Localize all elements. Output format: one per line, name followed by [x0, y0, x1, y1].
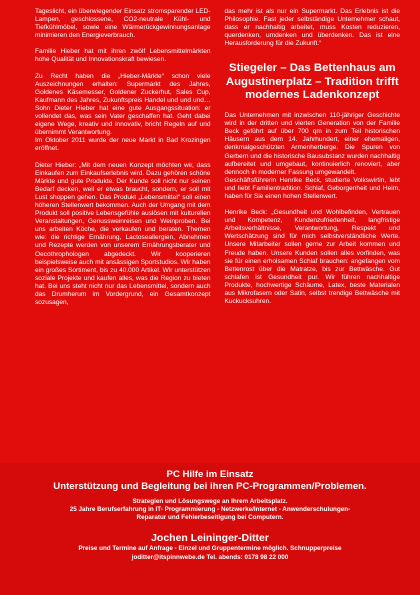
- ad-name: Jochen Leininger-Ditter: [151, 532, 269, 544]
- paragraph: Im Oktober 2011 wurde der neue Markt in Bad Krozingen eröffnet.: [35, 137, 211, 153]
- section-heading: Stiegeler – Das Bettenhaus am Augustinerplatz – Tradition trifft modernes Ladenkonzept: [225, 62, 399, 101]
- paragraph: Henrike Beck: „Gesundheit und Wohlbefinden, Vertrauen und Kompetenz, Kundenzufriedenheit, langfristige Arbeitsverhältnisse, Verantwortung, Respekt und Wertschätzung sind für mich selbstverständliche Werte. Unsere Mitarbeiter sollen gerne zur Arbeit kommen und Freude haben. Unsere Kunden sollen alles vorfinden, was sie für einen erholsamen Schlaf brauchen: angefangen vom Bettenrost über die Matratze, bis zur Bettwäsche. Gut schlafen ist Gesundheit pur. Wir führen nachhaltige Produkte, hochwertige Schäume, Latex, beste Materialen aus Mikrofasern oder Satin, selbst trendige Bettwäsche mit Kuckucksuhren.: [224, 209, 400, 306]
- ad-line: Preise und Termine auf Anfrage - Einzel und Gruppentermine möglich. Schnupperpreise: [78, 545, 342, 552]
- ad-line: Strategien und Lösungswege an Ihrem Arbeitsplatz.: [132, 498, 288, 505]
- advertisement-footer: [0, 463, 420, 595]
- paragraph: Geschäftsführerin Henrike Beck, studierte Volkswirtin, lebt und liebt Familientradition. Schlaf, Geborgenheit und Heim, haben für Sie einen hohen Stellenwert.: [224, 176, 400, 201]
- ad-title: PC Hilfe im Einsatz: [166, 469, 254, 480]
- ad-subtitle: Unterstützung und Begleitung bei ihren PC-Programmen/Problemen.: [53, 481, 367, 492]
- ad-line: 25 Jahre Berufserfahrung in IT- Programmierung - Netzwerke/Internet - Anwenderschulungen-: [69, 506, 351, 513]
- paragraph: Dieter Hieber: „Mit dem neuen Konzept möchten wir, dass Einkaufen zum Einkaufserlebnis wird. Dazu gehören schöne Märkte und gute Produkte. Der Kunde soll nicht nur seinen Bedarf decken, weil er etwas braucht, sondern, er soll mit Lust shoppen gehen. Das Produkt „Lebensmittel“ soll einen höheren Stellenwert bekommen. Auch der Umgang mit dem Produkt soll positive Lebensgefühle auslösen mit kulturellen Veranstaltungen, Genussweinreisen und Weinproben. Bei uns arbeiten Köche, die verkaufen und beraten. Themen wie: die richtige Ernährung, Lactoseallergien, Abnehmen und Rezepte werden von unserem Ernährungsberater und Oecothrophologen abgedeckt. Wir kooperieren beispielsweise auch mit ansässigen Sportstudios. Wir haben ein großes Sortiment, bis zu 40.000 Artikel. Wir unterstützen soziale Projekte und kaufen alles, was die Region zu bieten hat. Bei uns steht nicht nur das Lebensmittel, sondern auch das Drumherum im Vordergrund, ein Gesamtkonzept sozusagen,: [35, 161, 211, 307]
- paragraph: Das Unternehmen mit inzwischen 110-jähriger Geschichte wird in der dritten und vierten Generation von der Familie Beck geführt auf über 700 qm in zum Teil historischen Häusern aus dem 14. Jahrhundert, einer ehemaligen, denkmalgeschützten Armenherberge. Die Spuren von Gerbern und die historische Bausubstanz wurden nachhaltig aufbereitet und umgebaut, kontinuierlich renoviert, aber dennoch in moderner Fassung umgewandelt.: [224, 112, 400, 176]
- paragraph: Tageslicht, ein überwiegender Einsatz stromsparender LED-Lampen, geschlossene, CO2-neutrale Kühl- und Tiefkühlmöbel, sowie eine Wärmerückgewinnungsanlage minimieren den Energieverbrauch.: [35, 8, 211, 40]
- ad-contact[interactable]: joditter@itspinnwebe.de Tel. abends: 0178 98 22 000: [131, 553, 289, 561]
- paragraph: Zu Recht haben die „Hieber-Märkte“ schon viele Auszeichnungen erhalten: Supermarkt des Jahres, Goldenes Käsemesser, Goldener Zuckerhut, Sales Cup, Kaufmann des Jahres, Zukunftspreis Handel und und und… Sohn Dieter Hieber hat eine gute Ausgangssituation: er vollendet das, was sein Vater geschaffen hat. Geht dabei eigene Wege, kreativ und innovativ, bricht Regeln auf und übernimmt Verantwortung.: [35, 72, 211, 137]
- ad-line: Reparatur und Fehlerbeseitigung bei Computern.: [136, 514, 284, 521]
- right-column: [225, 8, 401, 463]
- paragraph: das mehr ist als nur ein Supermarkt. Das Erlebnis ist die Philosophie. Fast jeder selbständige Unternehmer schaut, dass er nachhaltig arbeitet, muss Kosten reduzieren, querdenken, umdenken und überdenken. Das ist eine Herausforderung für die Zukunft.“: [224, 8, 400, 48]
- left-column: [35, 8, 211, 463]
- paragraph: Familie Hieber hat mit ihren zwölf Lebensmittelmärkten hohe Qualität und Innovationskraft bewiesen.: [35, 48, 211, 64]
